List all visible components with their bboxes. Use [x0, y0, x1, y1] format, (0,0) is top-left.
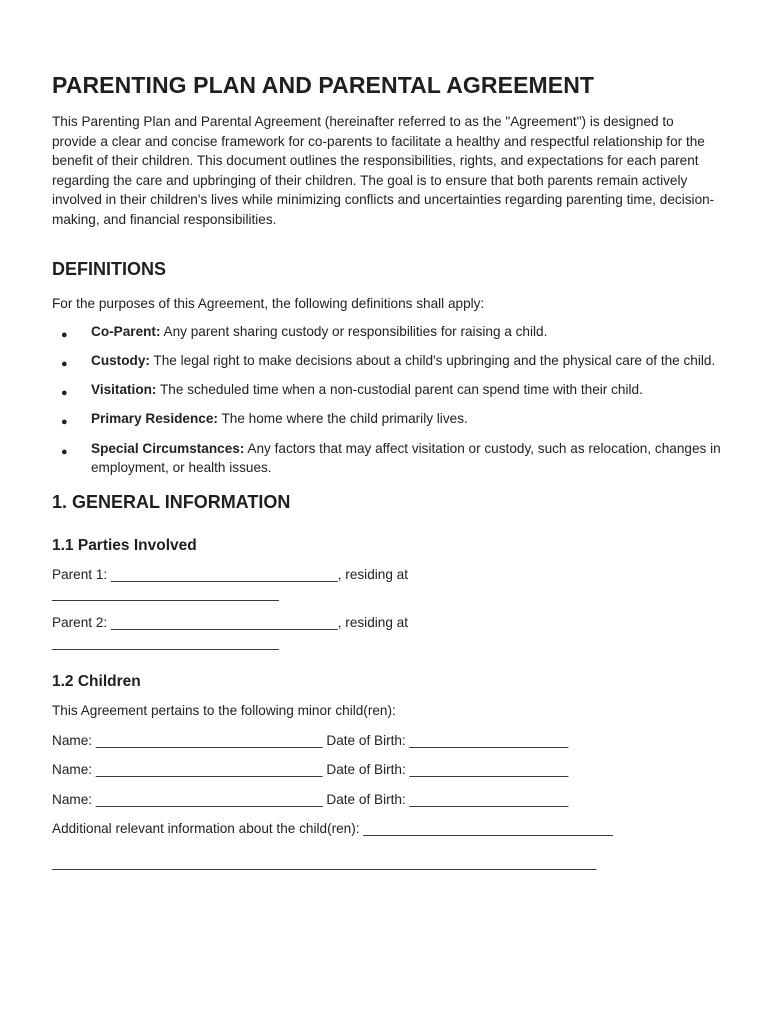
document-title: PARENTING PLAN AND PARENTAL AGREEMENT [52, 72, 595, 98]
parent-2-field [52, 613, 722, 652]
definitions-heading: DEFINITIONS [52, 258, 167, 279]
child-row: Name: ______________________________ Date of Birth: _____________________ [52, 762, 569, 778]
children-heading: 1.2 Children [52, 673, 141, 691]
definition-item [52, 409, 722, 429]
definitions-intro: For the purposes of this Agreement, the following definitions shall apply: [52, 295, 485, 311]
definition-term: Primary Residence: [91, 411, 218, 427]
parent-2-residence-line: ______________________________ [52, 634, 279, 650]
definition-text: The scheduled time when a non-custodial parent can spend time with their child. [156, 382, 643, 398]
child-row: Name: ______________________________ Date of Birth: _____________________ [52, 791, 569, 807]
parent-1-field [52, 565, 722, 604]
additional-info-line: Additional relevant information about the child(ren): _________________________________ [52, 821, 613, 837]
parties-involved-heading: 1.1 Parties Involved [52, 536, 197, 554]
definition-text: Any factors that may affect visitation or custody, such as relocation, changes in employment, or health issues. [91, 440, 721, 476]
definition-item [52, 351, 722, 371]
general-information-heading: 1. GENERAL INFORMATION [52, 491, 291, 512]
bullet-icon: ● [61, 329, 68, 342]
bullet-icon: ● [61, 358, 68, 371]
definition-item [52, 380, 722, 400]
children-intro: This Agreement pertains to the following minor child(ren): [52, 703, 396, 719]
bullet-icon: ● [61, 387, 68, 400]
additional-info-blank-line: ________________________________________________________________________ [52, 855, 597, 871]
definition-term: Visitation: [91, 382, 157, 398]
definition-item [52, 439, 722, 478]
document-page [52, 72, 722, 873]
parent-1-line: Parent 1: ______________________________, residing at [52, 566, 409, 582]
bullet-icon: ● [61, 416, 68, 429]
definition-term: Co-Parent: [91, 324, 161, 340]
definition-text: The legal right to make decisions about a child's upbringing and the physical care of the child. [149, 353, 716, 369]
parent-1-residence-line: ______________________________ [52, 586, 279, 602]
definition-text: The home where the child primarily lives. [217, 411, 468, 427]
definition-text: Any parent sharing custody or responsibilities for raising a child. [160, 324, 548, 340]
definition-term: Custody: [91, 353, 150, 369]
bullet-icon: ● [61, 445, 68, 458]
definition-item [52, 322, 722, 342]
parent-2-line: Parent 2: ______________________________, residing at [52, 614, 409, 630]
child-row: Name: ______________________________ Date of Birth: _____________________ [52, 732, 569, 748]
definitions-list [52, 322, 722, 478]
definition-term: Special Circumstances: [91, 440, 245, 456]
intro-paragraph: This Parenting Plan and Parental Agreement (hereinafter referred to as the "Agreement") is designed to provide a clear and concise framework for co-parents to facilitate a healthy and respectful relationship for the benefit of their children. This document outlines the responsibilities, rights, and expectations for each parent regarding the care and upbringing of their children. The goal is to ensure that both parents remain actively involved in their children's lives while minimizing conflicts and uncertainties regarding parenting time, decision-making, and financial responsibilities. [52, 114, 715, 227]
